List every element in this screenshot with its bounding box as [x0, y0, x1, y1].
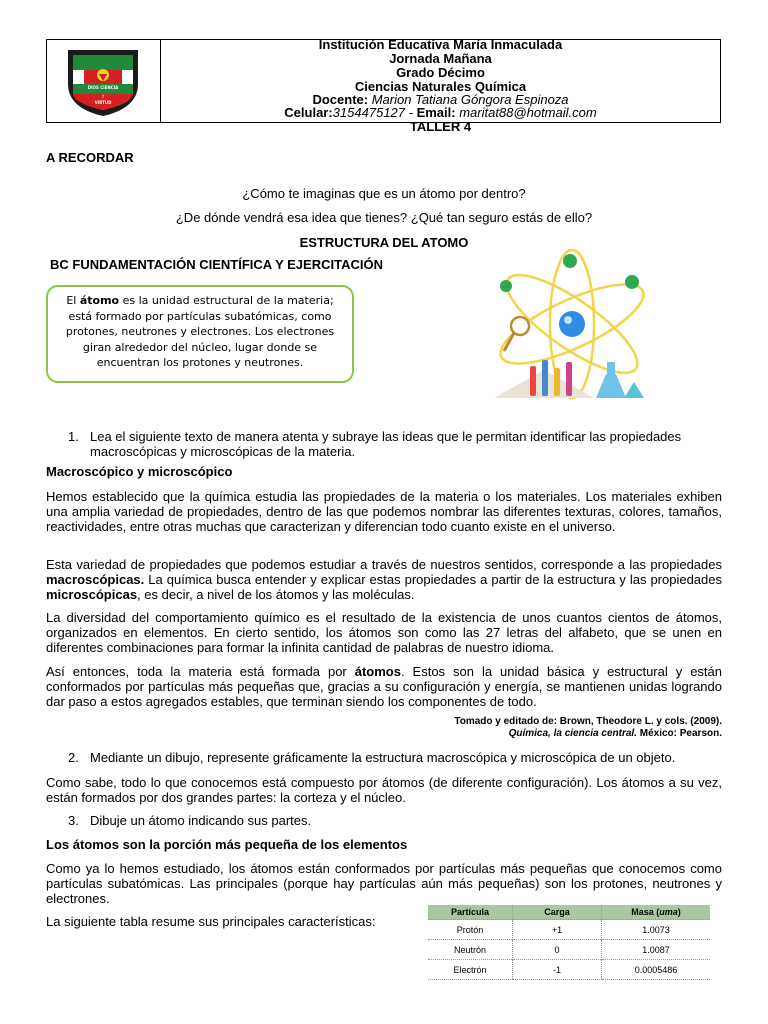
table-header-row: [428, 905, 710, 920]
electron-icon: [563, 254, 577, 268]
section-remember: A RECORDAR: [46, 150, 134, 165]
cell-particle: Neutrón: [428, 940, 513, 960]
cell-charge: 0: [513, 940, 602, 960]
paragraph-2: [46, 557, 722, 602]
email-label: Email:: [416, 105, 456, 120]
citation: [46, 716, 722, 740]
cell-mass: 0.0005486: [602, 960, 711, 980]
atom-definition-callout: [46, 285, 354, 383]
p2-a: Esta variedad de propiedades que podemos estudiar a través de nuestros sentidos, corresponde a las propiedades: [46, 557, 722, 572]
item-3-text: Dibuje un átomo indicando sus partes.: [90, 813, 312, 828]
citation-publisher: México: Pearson.: [636, 728, 722, 739]
item-2-text: Mediante un dibujo, represente gráficamente la estructura macroscópica y microscópica de un objeto.: [90, 750, 676, 765]
col-mass-pre: Masa (: [631, 907, 660, 917]
school-shield-logo: [62, 44, 144, 118]
citation-book-title: Química, la ciencia central.: [508, 728, 637, 739]
question-1: ¿Cómo te imaginas que es un átomo por dentro?: [242, 186, 526, 201]
table-row: [428, 960, 710, 980]
p2-e: , es decir, a nivel de los átomos y las moléculas.: [137, 587, 415, 602]
header-subject: Ciencias Naturales Química: [354, 79, 527, 94]
logo-motto-2: Y: [101, 94, 105, 99]
teacher-label: Docente:: [312, 92, 369, 107]
cell-mass: 1.0087: [602, 940, 711, 960]
p2-c: La química busca entender y explicar estas propiedades a partir de la estructura y las propiedades: [144, 572, 722, 587]
cell-mass: 1.0073: [602, 920, 711, 940]
table-row: [428, 940, 710, 960]
macro-heading: Macroscópico y microscópico: [46, 464, 233, 479]
email-address: maritat88@hotmail.com: [459, 105, 597, 120]
structure-title: ESTRUCTURA DEL ATOMO: [299, 235, 469, 250]
item-2-number: 2.: [68, 750, 79, 765]
paragraph-1: Hemos establecido que la química estudia las propiedades de la materia o los materiales. Los materiales exhiben una amplia variedad de propiedades, dentro de las que podemos nombrar las diferentes texturas, colores, tamaños, reactividades, entre otras muchas que caracterizan y diferencian todo cuanto existe en el universo.: [46, 489, 722, 534]
callout-pre: El: [66, 294, 80, 307]
paragraph-5: Como sabe, todo lo que conocemos está compuesto por átomos (de diferente configuración). Los átomos a su vez, están formados por dos grandes partes: la corteza y el núcleo.: [46, 775, 722, 805]
item-1-text: Lea el siguiente texto de manera atenta y subraye las ideas que le permitan identificar las propiedades macroscópicas y microscópicas de la materia.: [90, 429, 682, 459]
cell-particle: Electrón: [428, 960, 513, 980]
item-3-number: 3.: [68, 813, 79, 828]
p4-b: átomos: [354, 664, 401, 679]
cell-charge: -1: [513, 960, 602, 980]
phone-label: Celular:: [284, 105, 333, 120]
paragraph-4: [46, 664, 722, 709]
electron-icon: [625, 275, 639, 289]
header-shift: Jornada Mañana: [389, 51, 492, 66]
col-charge: Carga: [513, 905, 602, 920]
citation-line-2: [46, 728, 722, 740]
paragraph-6: Como ya lo hemos estudiado, los átomos están conformados por partículas más pequeñas que conocemos como partículas subatómicas. Las principales (porque hay partículas aún más pequeñas) son los protones, neutrones y electrones.: [46, 861, 722, 906]
header-contact-line: [160, 106, 721, 120]
electron-icon: [500, 280, 512, 292]
paragraph-7: La siguiente tabla resume sus principales características:: [46, 914, 376, 929]
smallest-heading: Los átomos son la porción más pequeña de los elementos: [46, 837, 408, 852]
subatomic-particles-table: [428, 905, 710, 980]
callout-post: es la unidad estructural de la materia; está formado por partículas subatómicas, como protones, neutrones y electrones. Los electrones giran alrededor del núcleo, lugar donde se encuentran los protones y neutrones.: [65, 294, 335, 369]
header-institution: Institución Educativa María Inmaculada: [318, 37, 563, 52]
citation-line-1: Tomado y editado de: Brown, Theodore L. y cols. (2009).: [454, 716, 722, 727]
teacher-name: Marion Tatiana Góngora Espinoza: [371, 92, 569, 107]
nucleus-icon: [559, 311, 585, 337]
paragraph-3: La diversidad del comportamiento químico es el resultado de la existencia de unos cuantos cientos de átomos, organizados en elementos. En cierto sentido, los átomos son como las 27 letras del alfabeto, que se unen en diferentes combinaciones para formar la infinita cantidad de palabras de nuestro idioma.: [46, 610, 722, 655]
phone-separator: -: [405, 105, 417, 120]
col-particle: Partícula: [428, 905, 513, 920]
col-mass-unit: uma: [659, 907, 678, 917]
header-grade: Grado Décimo: [396, 65, 485, 80]
p4-a: Así entonces, toda la materia está formada por: [46, 664, 355, 679]
magnifier-icon: [511, 317, 529, 335]
p4-c: . Estos son la unidad básica y estructural y están conformados por partículas más pequeñas que, gracias a su configuración y energía, se mantienen unidas logrando dar paso a estos agregados estables, que terminan siendo los componentes de todo.: [46, 664, 722, 709]
question-2: ¿De dónde vendrá esa idea que tienes? ¿Qué tan seguro estás de ello?: [175, 210, 593, 225]
p2-b: macroscópicas.: [46, 572, 145, 587]
logo-motto-3: VIRTUD: [94, 100, 112, 105]
cell-particle: Protón: [428, 920, 513, 940]
bc-title: BC FUNDAMENTACIÓN CIENTÍFICA Y EJERCITACIÓN: [50, 257, 383, 272]
col-mass: [602, 905, 711, 920]
callout-bold: átomo: [79, 294, 120, 307]
table-row: [428, 920, 710, 940]
atom-illustration: [484, 248, 654, 408]
logo-motto-1: DIOS CIENCIA: [87, 85, 119, 90]
p2-d: microscópicas: [46, 587, 138, 602]
flask-icon: [596, 374, 626, 398]
header-workshop: TALLER 4: [409, 119, 472, 134]
item-1-number: 1.: [68, 429, 79, 444]
phone-number: 3154475127: [332, 105, 406, 120]
cell-charge: +1: [513, 920, 602, 940]
col-mass-post: ): [677, 907, 681, 917]
